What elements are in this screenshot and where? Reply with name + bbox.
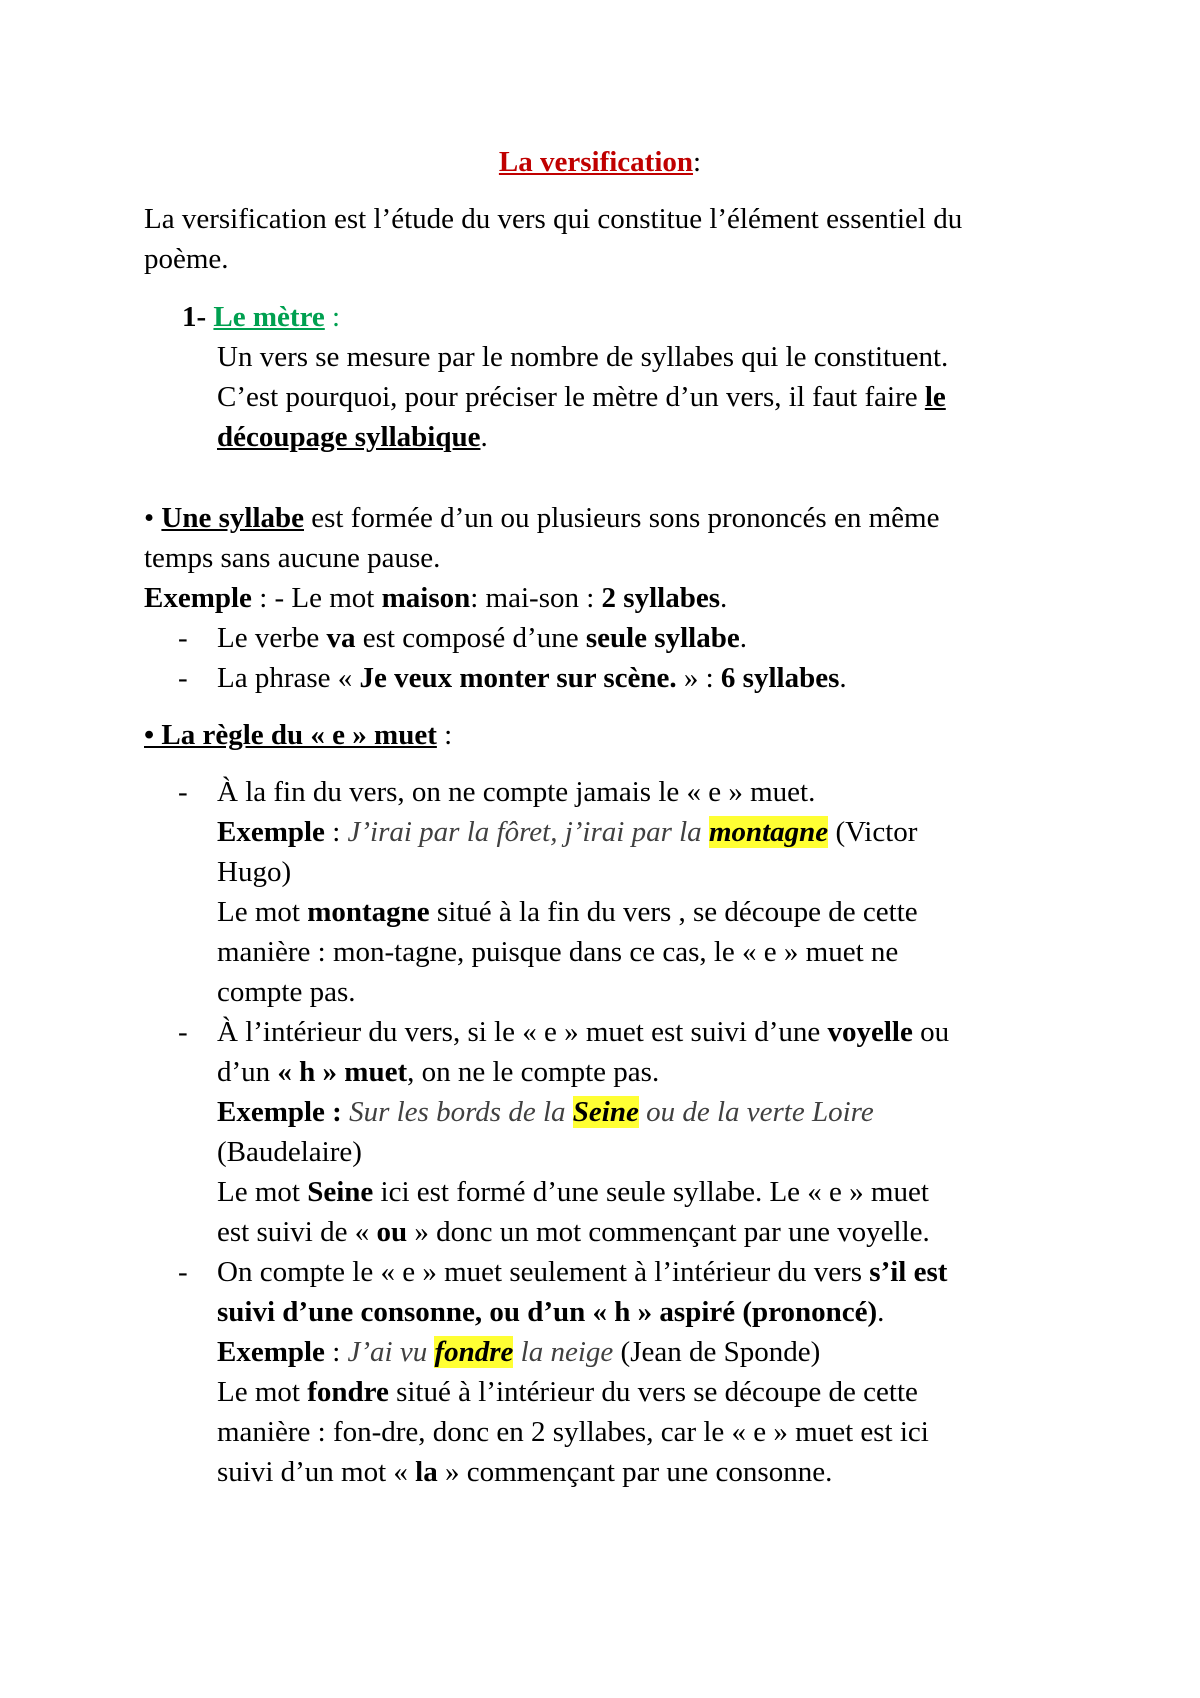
page-title: La versification: — [498, 146, 702, 178]
rule3-line-5: manière : fon-dre, donc en 2 syllabes, car le « e » muet est ici — [217, 1416, 929, 1448]
syllabe-example-dash-1: Le verbe va est composé d’une seule syllabe. — [217, 622, 747, 654]
rule2-example: Exemple : Sur les bords de la Seine ou de la verte Loire — [217, 1096, 874, 1128]
metre-line-2: C’est pourquoi, pour préciser le mètre d’un vers, il faut faire le — [217, 381, 946, 413]
rule1-line-3: Hugo) — [217, 856, 292, 888]
rule1-example: Exemple : J’irai par la fôret, j’irai par la montagne (Victor — [217, 816, 918, 848]
metre-line-1: Un vers se mesure par le nombre de syllabes qui le constituent. — [217, 341, 949, 373]
rule2-line-4: (Baudelaire) — [217, 1136, 362, 1168]
rule3-example: Exemple : J’ai vu fondre la neige (Jean de Sponde) — [217, 1336, 821, 1368]
dash-marker: - — [178, 1256, 188, 1288]
section-metre-heading: 1- Le mètre : — [182, 301, 341, 333]
dash-marker: - — [178, 776, 188, 808]
regle-heading: • La règle du « e » muet : — [144, 719, 453, 751]
syllabe-example-dash-2: La phrase « Je veux monter sur scène. » : 6 syllabes. — [217, 662, 847, 694]
intro-line-1: La versification est l’étude du vers qui constitue l’élément essentiel du — [144, 203, 963, 235]
rule3-line-1: On compte le « e » muet seulement à l’intérieur du vers s’il est — [217, 1256, 948, 1288]
dash-marker: - — [178, 1016, 188, 1048]
metre-line-3: découpage syllabique. — [217, 421, 488, 453]
syllabe-definition-line-2: temps sans aucune pause. — [144, 542, 441, 574]
intro-line-2: poème. — [144, 243, 229, 275]
rule1-line-5: manière : mon-tagne, puisque dans ce cas, le « e » muet ne — [217, 936, 899, 968]
dash-marker: - — [178, 662, 188, 694]
rule1-line-6: compte pas. — [217, 976, 356, 1008]
rule2-line-1: À l’intérieur du vers, si le « e » muet est suivi d’une voyelle ou — [217, 1016, 950, 1048]
rule3-line-2: suivi d’une consonne, ou d’un « h » aspiré (prononcé). — [217, 1296, 885, 1328]
rule2-line-2: d’un « h » muet, on ne le compte pas. — [217, 1056, 660, 1088]
rule3-line-6: suivi d’un mot « la » commençant par une consonne. — [217, 1456, 833, 1488]
dash-marker: - — [178, 622, 188, 654]
syllabe-definition-line-1: • Une syllabe est formée d’un ou plusieurs sons prononcés en même — [144, 502, 940, 534]
rule1-line-1: À la fin du vers, on ne compte jamais le « e » muet. — [217, 776, 816, 808]
rule1-line-4: Le mot montagne situé à la fin du vers , se découpe de cette — [217, 896, 918, 928]
syllabe-example: Exemple : - Le mot maison: mai-son : 2 syllabes. — [144, 582, 728, 614]
rule2-line-6: est suivi de « ou » donc un mot commençant par une voyelle. — [217, 1216, 930, 1248]
rule3-line-4: Le mot fondre situé à l’intérieur du vers se découpe de cette — [217, 1376, 918, 1408]
rule2-line-5: Le mot Seine ici est formé d’une seule syllabe. Le « e » muet — [217, 1176, 929, 1208]
